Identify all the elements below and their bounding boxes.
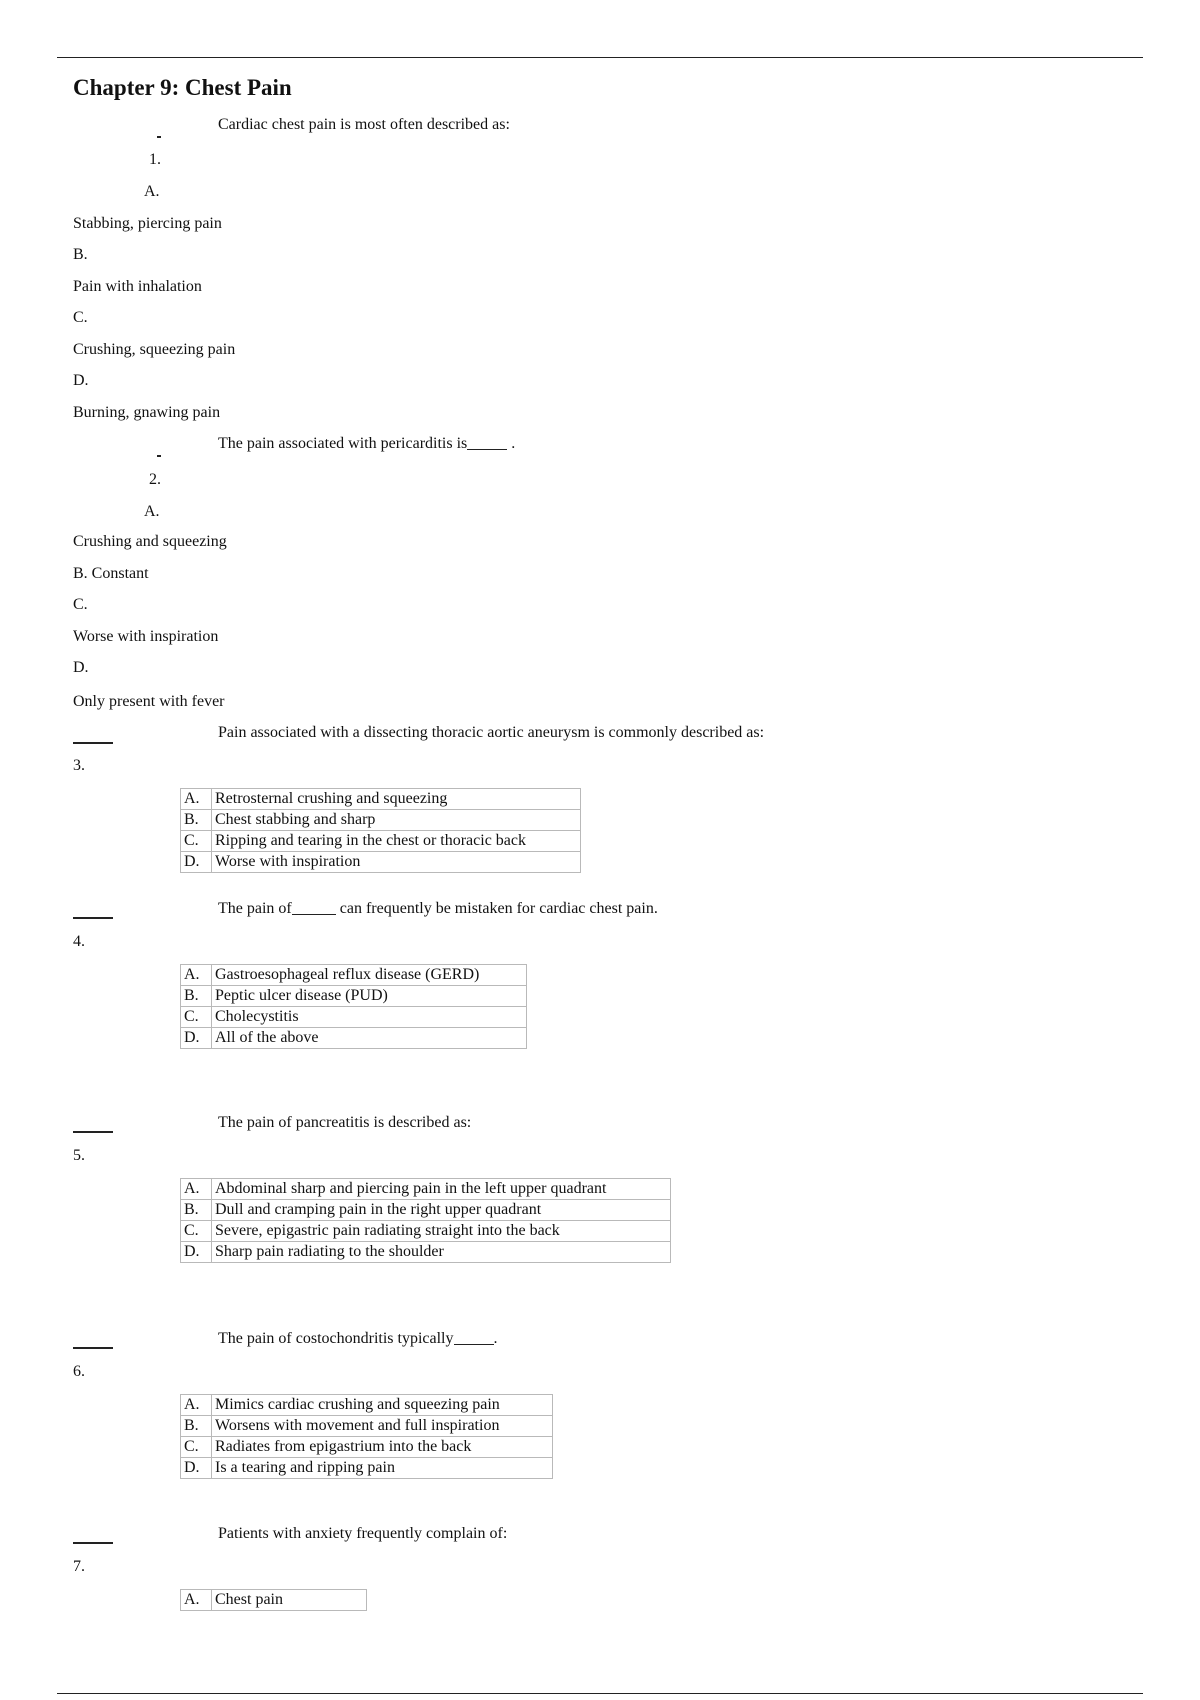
q7-options-table <box>180 1589 367 1611</box>
question-4-stem <box>218 901 658 917</box>
q2-option-b-text: Constant <box>91 565 149 582</box>
answer-blank-q1 <box>157 136 161 138</box>
q4-option-c-letter: C. <box>181 1007 212 1028</box>
bottom-rule <box>57 1693 1143 1694</box>
q3-option-a-text: Retrosternal crushing and squeezing <box>212 789 581 810</box>
question-2-stem-end: . <box>511 435 516 452</box>
q2-option-b <box>73 566 149 582</box>
q5-options-table <box>180 1178 671 1263</box>
q4-option-d-text: All of the above <box>212 1028 527 1049</box>
table-row <box>181 1458 553 1479</box>
table-row <box>181 1395 553 1416</box>
question-4-stem-end: can frequently be mistaken for cardiac chest pain. <box>339 900 658 917</box>
q3-option-c-letter: C. <box>181 831 212 852</box>
fill-blank <box>292 913 336 915</box>
question-2-number: 2. <box>149 471 161 488</box>
question-4-stem-start: The pain of <box>218 900 292 917</box>
q5-option-b-text: Dull and cramping pain in the right upper quadrant <box>212 1200 671 1221</box>
table-row <box>181 831 581 852</box>
q2-option-d-letter: D. <box>73 659 89 676</box>
table-row <box>181 1028 527 1049</box>
q4-option-a-text: Gastroesophageal reflux disease (GERD) <box>212 965 527 986</box>
table-row <box>181 852 581 873</box>
q3-option-a-letter: A. <box>181 789 212 810</box>
q6-option-d-letter: D. <box>181 1458 212 1479</box>
q2-option-c-letter: C. <box>73 596 88 613</box>
q6-option-c-letter: C. <box>181 1437 212 1458</box>
q5-option-d-text: Sharp pain radiating to the shoulder <box>212 1242 671 1263</box>
table-row <box>181 986 527 1007</box>
question-5-number: 5. <box>73 1147 85 1164</box>
question-1-stem: Cardiac chest pain is most often described as: <box>218 116 510 133</box>
table-row <box>181 810 581 831</box>
question-2-stem <box>218 436 515 452</box>
q4-option-a-letter: A. <box>181 965 212 986</box>
q2-option-c-text: Worse with inspiration <box>73 628 219 645</box>
q6-option-c-text: Radiates from epigastrium into the back <box>212 1437 553 1458</box>
q2-option-a-letter: A. <box>144 503 160 520</box>
answer-blank-q4 <box>73 917 113 919</box>
q1-option-b-text: Pain with inhalation <box>73 278 202 295</box>
q2-option-b-letter: B. <box>73 565 88 582</box>
question-6-stem-end: . <box>493 1330 498 1347</box>
q1-option-c-letter: C. <box>73 309 88 326</box>
q3-option-d-letter: D. <box>181 852 212 873</box>
q3-option-b-letter: B. <box>181 810 212 831</box>
q2-option-a-text: Crushing and squeezing <box>73 533 227 550</box>
top-rule <box>57 57 1143 58</box>
answer-blank-q2 <box>157 455 161 457</box>
fill-blank <box>467 448 507 450</box>
q1-option-c-text: Crushing, squeezing pain <box>73 341 236 358</box>
q5-option-a-letter: A. <box>181 1179 212 1200</box>
q6-option-b-letter: B. <box>181 1416 212 1437</box>
q4-option-b-text: Peptic ulcer disease (PUD) <box>212 986 527 1007</box>
question-4-number: 4. <box>73 933 85 950</box>
question-6-number: 6. <box>73 1363 85 1380</box>
q5-option-c-letter: C. <box>181 1221 212 1242</box>
q5-option-d-letter: D. <box>181 1242 212 1263</box>
question-7-stem: Patients with anxiety frequently complain of: <box>218 1525 508 1542</box>
q6-option-a-text: Mimics cardiac crushing and squeezing pain <box>212 1395 553 1416</box>
q7-option-a-letter: A. <box>181 1590 212 1611</box>
q1-option-a-text: Stabbing, piercing pain <box>73 215 222 232</box>
table-row <box>181 1221 671 1242</box>
question-3-number: 3. <box>73 757 85 774</box>
table-row <box>181 1242 671 1263</box>
q4-option-d-letter: D. <box>181 1028 212 1049</box>
question-5-stem: The pain of pancreatitis is described as: <box>218 1114 472 1131</box>
answer-blank-q6 <box>73 1347 113 1349</box>
answer-blank-q5 <box>73 1131 113 1133</box>
q5-option-b-letter: B. <box>181 1200 212 1221</box>
q2-option-d-text: Only present with fever <box>73 693 225 710</box>
q3-option-b-text: Chest stabbing and sharp <box>212 810 581 831</box>
q5-option-a-text: Abdominal sharp and piercing pain in the left upper quadrant <box>212 1179 671 1200</box>
q6-option-d-text: Is a tearing and ripping pain <box>212 1458 553 1479</box>
question-6-stem-start: The pain of costochondritis typically <box>218 1330 454 1347</box>
q4-options-table <box>180 964 527 1049</box>
q4-option-c-text: Cholecystitis <box>212 1007 527 1028</box>
q6-option-b-text: Worsens with movement and full inspiration <box>212 1416 553 1437</box>
table-row <box>181 1179 671 1200</box>
q1-option-b-letter: B. <box>73 246 88 263</box>
question-2-stem-start: The pain associated with pericarditis is <box>218 435 468 452</box>
question-1-number: 1. <box>149 151 161 168</box>
q1-option-a-letter: A. <box>144 183 160 200</box>
table-row <box>181 1007 527 1028</box>
question-6-stem <box>218 1331 498 1347</box>
q1-option-d-text: Burning, gnawing pain <box>73 404 221 421</box>
q6-options-table <box>180 1394 553 1479</box>
table-row <box>181 965 527 986</box>
q1-option-d-letter: D. <box>73 372 89 389</box>
q4-option-b-letter: B. <box>181 986 212 1007</box>
q3-option-c-text: Ripping and tearing in the chest or thoracic back <box>212 831 581 852</box>
table-row <box>181 1416 553 1437</box>
table-row <box>181 1437 553 1458</box>
table-row <box>181 1590 367 1611</box>
q6-option-a-letter: A. <box>181 1395 212 1416</box>
page-title: Chapter 9: Chest Pain <box>73 75 292 100</box>
table-row <box>181 789 581 810</box>
table-row <box>181 1200 671 1221</box>
q5-option-c-text: Severe, epigastric pain radiating straight into the back <box>212 1221 671 1242</box>
q3-option-d-text: Worse with inspiration <box>212 852 581 873</box>
answer-blank-q7 <box>73 1542 113 1544</box>
question-7-number: 7. <box>73 1558 85 1575</box>
fill-blank <box>454 1343 494 1345</box>
q7-option-a-text: Chest pain <box>212 1590 367 1611</box>
question-3-stem: Pain associated with a dissecting thoracic aortic aneurysm is commonly described as: <box>218 724 765 741</box>
q3-options-table <box>180 788 581 873</box>
answer-blank-q3 <box>73 742 113 744</box>
